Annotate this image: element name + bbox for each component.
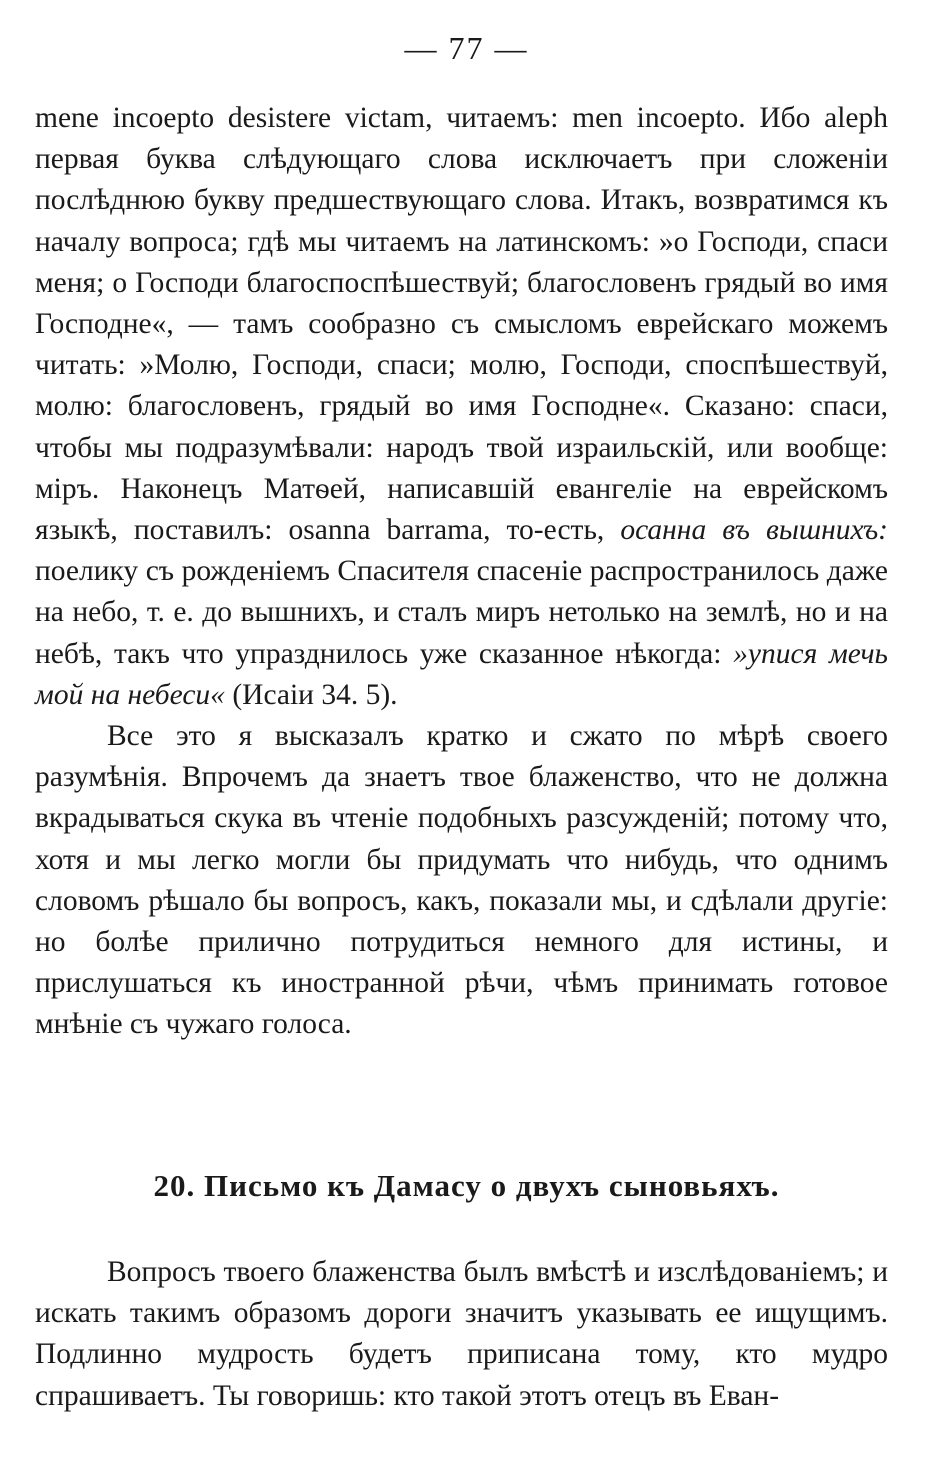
paragraph-2: Все это я высказалъ кратко и сжато по мѣрѣ своего разумѣнія. Впрочемъ да знаетъ твое блаженство, что не должна вкрадываться скука въ чтеніе подобныхъ разсужденій; потому что, хотя и мы легко могли бы придумать что нибудь, что однимъ словомъ рѣшало бы вопросъ, какъ, показали мы, и сдѣлали другіе: но болѣе прилично потрудиться немного для истины, и прислушаться къ иностранной рѣчи, чѣмъ принимать готовое мнѣніе съ чужаго голоса. (35, 720, 888, 1041)
paragraph-1-text-c: (Исаіи 34. 5). (224, 678, 398, 711)
paragraph-3: Вопросъ твоего блаженства былъ вмѣстѣ и изслѣдованіемъ; и искать такимъ образомъ дороги значитъ указывать ее ищущимъ. Подлинно мудрость будетъ приписана тому, кто мудро спрашиваетъ. Ты говоришь: кто такой этотъ отецъ въ Еван- (35, 1256, 888, 1412)
paragraph-1-text-a: mene incoepto desistere victam, читаемъ: men incoepto. Ибо aleph первая буква слѣдующаго слова исключаетъ при сложеніи послѣднюю букву предшествующаго слова. Итакъ, возвратимся къ началу вопроса; гдѣ мы читаемъ на латинскомъ: »о Господи, спаси меня; о Господи благоспоспѣшествуй; благословенъ грядый во имя Господне«, — тамъ сообразно съ смысломъ еврейскаго можемъ читать: »Молю, Господи, спаси; молю, Господи, споспѣшествуй, молю: благословенъ, грядый во имя Господне«. Сказано: спаси, чтобы мы подразумѣвали: народъ твой израильскій, или вообще: міръ. Наконецъ Матѳей, написавшій евангеліе на еврейскомъ языкѣ, поставилъ: osanna barrama, то-есть, (35, 102, 888, 547)
paragraph-1-italic-1: осанна въ вышнихъ: (620, 514, 888, 547)
main-text-block (35, 98, 888, 1046)
paragraph-1-italic-2: »упися мечь мой на небеси« (35, 637, 888, 711)
paragraph-1 (35, 98, 888, 716)
page-number: — 77 — (404, 30, 529, 66)
section-text-block (35, 1252, 888, 1417)
section-heading: 20. Письмо къ Дамасу о двухъ сыновьяхъ. (153, 1168, 780, 1203)
paragraph-1-text-b: поелику съ рожденіемъ Спасителя спасеніе распространилось даже на небо, т. е. до вышнихъ, и сталъ миръ нетолько на землѣ, но и на небѣ, такъ что упразднилось уже сказанное нѣкогда: (35, 555, 888, 670)
